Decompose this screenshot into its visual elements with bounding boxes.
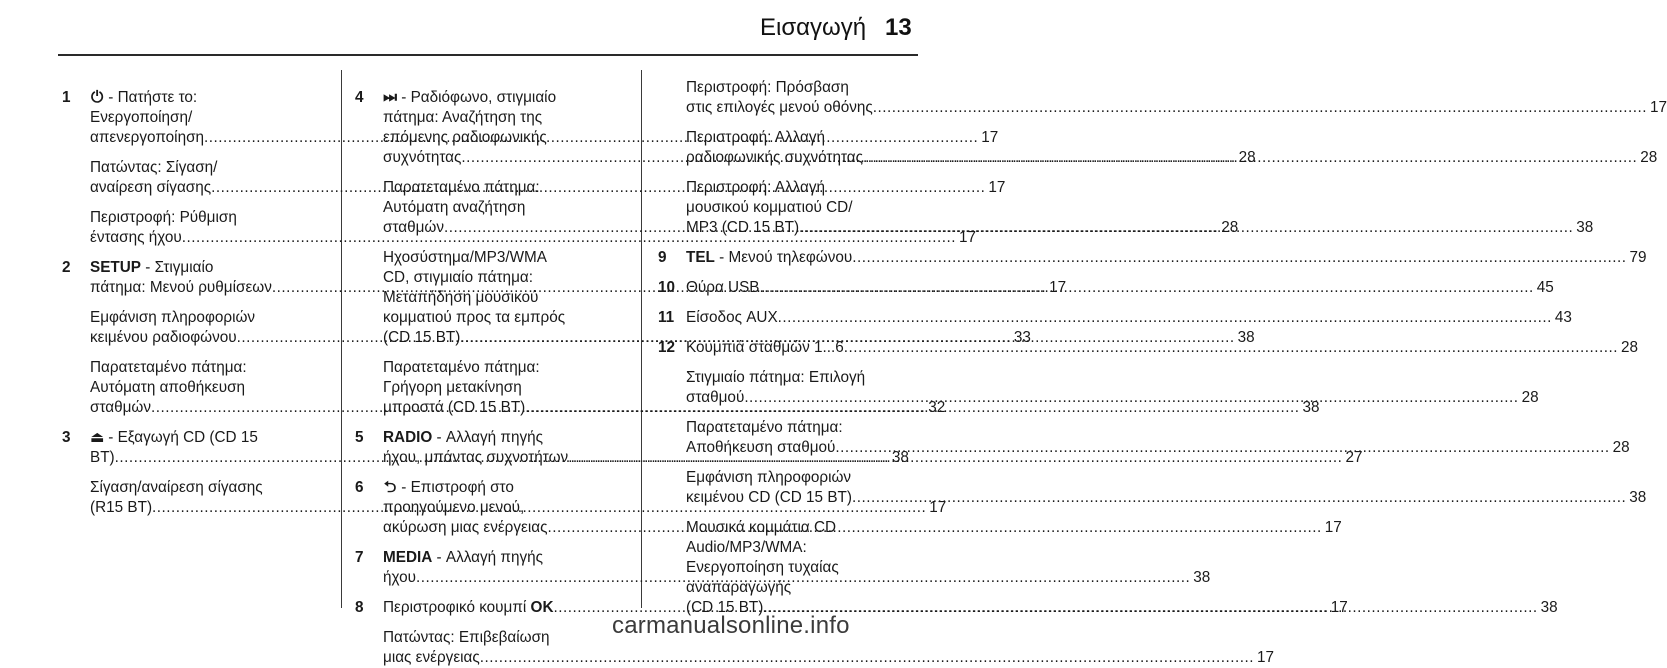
page-number: 13	[885, 14, 912, 41]
watermark-text: carmanualsonline.info	[612, 612, 850, 639]
entry-text: Θύρα USB	[686, 279, 760, 296]
entry-text: κειμένου CD (CD 15 BT)	[686, 489, 852, 506]
entry-text: BT)	[90, 449, 115, 466]
entry-text: μπροστά (CD 15 BT)	[383, 399, 526, 416]
media-key-label: MEDIA	[383, 549, 433, 566]
page-ref[interactable]: 33	[1013, 329, 1031, 346]
entry-number: 3	[62, 429, 71, 446]
entry-text: προηγούμενο μενού,	[383, 499, 525, 516]
page-title: Εισαγωγή	[760, 14, 867, 41]
entry-text: Περιστροφή: Ρύθμιση	[90, 209, 237, 226]
page-ref[interactable]: 17	[1049, 279, 1067, 296]
ok-key-label: OK	[530, 599, 554, 616]
power-icon: ⏻	[90, 89, 104, 106]
entry-text: Γρήγορη μετακίνηση	[383, 379, 522, 396]
page-ref[interactable]: 17	[929, 499, 947, 516]
page-ref[interactable]: 28	[1640, 149, 1658, 166]
entry-text: - Στιγμιαίο	[141, 259, 214, 276]
entry-text: (CD 15 BT)	[383, 329, 461, 346]
entry-text: MP3 (CD 15 BT)	[686, 219, 800, 236]
entry-text: Περιστροφή: Αλλαγή	[686, 129, 826, 146]
entry-text: - Μενού τηλεφώνου	[714, 249, 853, 266]
entry-text: Αποθήκευση σταθμού	[686, 439, 836, 456]
entry-text: Περιστροφικό κουμπί	[383, 599, 531, 616]
entry-text: πάτημα: Αναζήτηση της	[383, 109, 543, 126]
entry-text: αναπαραγωγής	[686, 579, 792, 596]
entry-text: Περιστροφή: Πρόσβαση	[686, 79, 849, 96]
entry-text: ήχου, μπάντας συχνοτήτων	[383, 449, 569, 466]
page-ref[interactable]: 17	[1650, 99, 1667, 116]
entry-text: - Αλλαγή πηγής	[432, 429, 543, 446]
entry-number: 12	[658, 339, 676, 356]
entry-text: Ενεργοποίηση/	[90, 109, 193, 126]
entry-number: 1	[62, 89, 71, 106]
tel-key-label: TEL	[686, 249, 715, 266]
page-ref[interactable]: 38	[891, 449, 909, 466]
entry-number: 8	[355, 599, 364, 616]
entry-text: μιας ενέργειας	[383, 649, 480, 666]
entry-text: ακύρωση μιας ενέργειας	[383, 519, 548, 536]
entry-text: σταθμών	[90, 399, 152, 416]
entry-text: - Αλλαγή πηγής	[432, 549, 543, 566]
back-icon: ⮌	[383, 479, 397, 496]
radio-key-label: RADIO	[383, 429, 433, 446]
page-ref[interactable]: 17	[1324, 519, 1342, 536]
entry-item	[383, 628, 1275, 668]
entry-text: Παρατεταμένο πάτημα:	[383, 179, 540, 196]
page-ref[interactable]: 38	[1193, 569, 1211, 586]
page-ref[interactable]: 43	[1554, 309, 1572, 326]
entry-number: 4	[355, 89, 364, 106]
entry-text: Εμφάνιση πληροφοριών	[90, 309, 256, 326]
page-ref[interactable]: 28	[1621, 339, 1639, 356]
entry-text: Πατώντας: Επιβεβαίωση	[383, 629, 550, 646]
entry-text: (R15 BT)	[90, 499, 153, 516]
entry-text: Audio/MP3/WMA:	[686, 539, 807, 556]
entry-text: αναίρεση σίγασης	[90, 179, 212, 196]
index-entry-continued	[658, 78, 1667, 238]
page-ref[interactable]: 38	[1302, 399, 1320, 416]
entry-number: 2	[62, 259, 71, 276]
page-ref[interactable]: 17	[1257, 649, 1275, 666]
entry-text: Περιστροφή: Αλλαγή	[686, 179, 826, 196]
page-ref[interactable]: 38	[1540, 599, 1558, 616]
entry-text: Στιγμιαίο πάτημα: Επιλογή	[686, 369, 866, 386]
entry-text: έντασης ήχου	[90, 229, 182, 246]
page-ref[interactable]: 38	[1629, 489, 1647, 506]
eject-icon: ⏏	[90, 429, 105, 446]
page-ref[interactable]: 28	[1612, 439, 1630, 456]
setup-key-label: SETUP	[90, 259, 141, 276]
entry-text: πάτημα: Μενού ρυθμίσεων	[90, 279, 272, 296]
entry-text: Αυτόματη αναζήτηση	[383, 199, 526, 216]
entry-text: σταθμών	[383, 219, 445, 236]
entry-text: απενεργοποίηση	[90, 129, 205, 146]
entry-text: - Εξαγωγή CD (CD 15	[104, 429, 258, 446]
page-ref[interactable]: 32	[928, 399, 946, 416]
entry-text: Παρατεταμένο πάτημα:	[383, 359, 540, 376]
page-ref[interactable]: 27	[1345, 449, 1363, 466]
entry-text: - Επιστροφή στο	[397, 479, 514, 496]
entry-text: (CD 15 BT)	[686, 599, 764, 616]
entry-text: Κουμπιά σταθμών 1...6	[686, 339, 844, 356]
page-ref[interactable]: 17	[958, 229, 976, 246]
entry-text: επόμενης ραδιοφωνικής	[383, 129, 547, 146]
entry-text: Ηχοσύστημα/MP3/WMA	[383, 249, 547, 266]
page-ref[interactable]: 17	[1330, 599, 1348, 616]
entry-text: Μουσικά κομμάτια CD	[686, 519, 837, 536]
entry-number: 9	[658, 249, 667, 266]
header-divider	[58, 54, 918, 56]
entry-text: Αυτόματη αποθήκευση	[90, 379, 246, 396]
entry-text: κομματιού προς τα εμπρός	[383, 309, 566, 326]
page-ref[interactable]: 38	[1237, 329, 1255, 346]
entry-text: Είσοδος AUX	[686, 309, 778, 326]
next-track-icon: ⏭	[383, 89, 397, 106]
entry-text: κειμένου ραδιοφώνου	[90, 329, 237, 346]
entry-number: 10	[658, 279, 676, 296]
entry-text: Σίγαση/αναίρεση σίγασης	[90, 479, 263, 496]
entry-number: 5	[355, 429, 364, 446]
entry-text: - Ραδιόφωνο, στιγμιαίο	[397, 89, 557, 106]
entry-number: 7	[355, 549, 364, 566]
page-ref[interactable]: 28	[1221, 219, 1239, 236]
entry-item	[686, 78, 1667, 118]
page-ref[interactable]: 28	[1521, 389, 1539, 406]
entry-text: - Πατήστε το:	[104, 89, 198, 106]
entry-text: μουσικού κομματιού CD/	[686, 199, 853, 216]
entry-text: Εμφάνιση πληροφοριών	[686, 469, 852, 486]
entry-text: συχνότητας	[383, 149, 462, 166]
entry-text: σταθμού	[686, 389, 745, 406]
index-entry	[658, 248, 1647, 268]
entry-text: Ενεργοποίηση τυχαίας	[686, 559, 839, 576]
page-ref[interactable]: 28	[1238, 149, 1256, 166]
page-ref[interactable]: 79	[1629, 249, 1647, 266]
entry-text: ραδιοφωνικής συχνότητας	[686, 149, 864, 166]
entry-text: CD, στιγμιαίο πάτημα:	[383, 269, 533, 286]
entry-text: στις επιλογές μενού οθόνης	[686, 99, 873, 116]
page-ref[interactable]: 17	[988, 179, 1006, 196]
index-entry	[658, 308, 1572, 328]
page-ref[interactable]: 38	[1576, 219, 1594, 236]
entry-text: Παρατεταμένο πάτημα:	[686, 419, 843, 436]
entry-text: ήχου	[383, 569, 416, 586]
entry-text: Παρατεταμένο πάτημα:	[90, 359, 247, 376]
entry-text: Μεταπήδηση μουσικού	[383, 289, 539, 306]
entry-number: 11	[658, 309, 675, 326]
page-ref[interactable]: 45	[1536, 279, 1554, 296]
page-ref[interactable]: 17	[981, 129, 999, 146]
entry-item	[686, 338, 1639, 358]
entry-text: Πατώντας: Σίγαση/	[90, 159, 218, 176]
entry-number: 6	[355, 479, 364, 496]
